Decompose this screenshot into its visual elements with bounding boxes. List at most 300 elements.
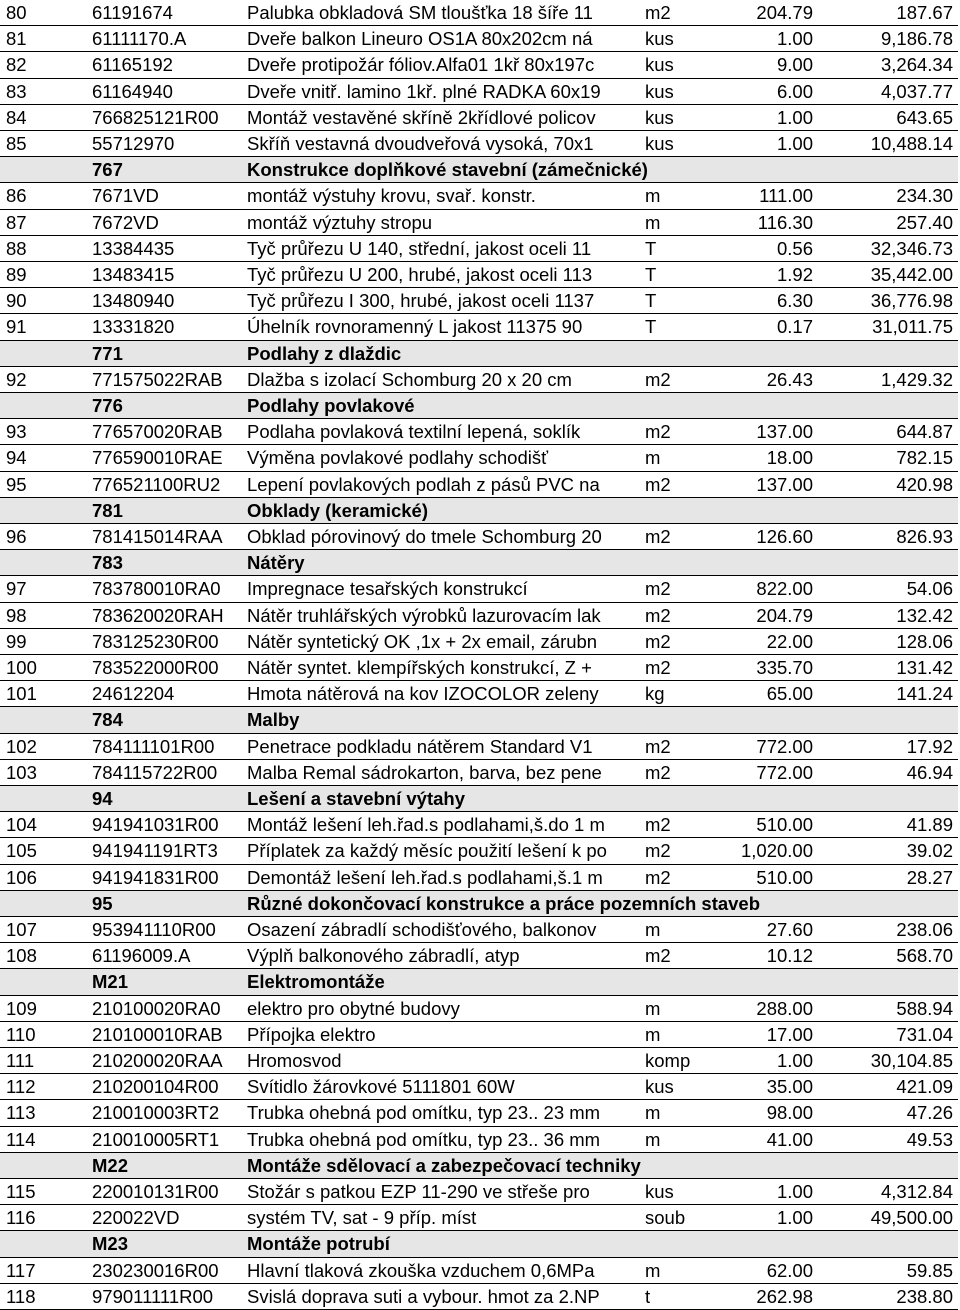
table-row bbox=[0, 1127, 958, 1153]
item-code-cell: 783125230R00 bbox=[92, 630, 219, 652]
section-title: Různé dokončovací konstrukce a práce pozemních staveb bbox=[247, 892, 761, 914]
quantity-cell: 17.00 bbox=[766, 1023, 813, 1045]
section-title: Lešení a stavební výtahy bbox=[247, 788, 465, 809]
item-code-cell: 230230016R00 bbox=[92, 1259, 219, 1281]
description-cell: Výplň balkonového zábradlí, atyp bbox=[247, 945, 520, 967]
quantity-cell: 9.00 bbox=[776, 54, 813, 76]
row-number-cell: 99 bbox=[6, 630, 27, 652]
quantity-cell: 1.92 bbox=[776, 264, 813, 285]
row-number-cell: 110 bbox=[6, 1023, 36, 1045]
table-row bbox=[0, 236, 958, 262]
unit-cell: m2 bbox=[645, 421, 671, 443]
section-title: Montáže potrubí bbox=[247, 1233, 390, 1255]
unit-price-cell: 49.53 bbox=[906, 1128, 953, 1150]
item-code-cell: 776590010RAE bbox=[92, 447, 223, 469]
unit-price-cell: 31,011.75 bbox=[872, 316, 953, 338]
unit-price-cell: 4,312.84 bbox=[880, 1181, 953, 1202]
quantity-cell: 62.00 bbox=[766, 1259, 813, 1281]
section-header-row bbox=[0, 969, 958, 995]
table-row bbox=[0, 1284, 958, 1310]
unit-price-cell: 128.06 bbox=[896, 630, 953, 652]
section-code: 771 bbox=[92, 342, 123, 364]
description-cell: Trubka ohebná pod omítku, typ 23.. 36 mm bbox=[247, 1128, 601, 1150]
unit-cell: T bbox=[645, 316, 657, 338]
unit-cell: T bbox=[645, 264, 657, 285]
section-code: 95 bbox=[92, 892, 113, 914]
section-code: 767 bbox=[92, 159, 123, 181]
description-cell: Obklad pórovinový do tmele Schomburg 20 bbox=[247, 526, 602, 547]
item-code-cell: 61164940 bbox=[92, 80, 173, 102]
item-code-cell: 941941031R00 bbox=[92, 814, 219, 836]
description-cell: Příplatek za každý měsíc použití lešení k po bbox=[247, 840, 607, 862]
description-cell: Dveře protipožár fóliov.Alfa01 1kř 80x197c bbox=[247, 54, 595, 76]
table-row bbox=[0, 760, 958, 786]
unit-price-cell: 49,500.00 bbox=[870, 1207, 953, 1229]
quantity-cell: 510.00 bbox=[756, 814, 813, 836]
row-number-cell: 108 bbox=[6, 945, 37, 967]
unit-cell: m2 bbox=[645, 814, 671, 836]
quantity-cell: 126.60 bbox=[756, 526, 813, 547]
description-cell: Stožár s patkou EZP 11-290 ve střeše pro bbox=[247, 1181, 590, 1202]
row-number-cell: 103 bbox=[6, 761, 37, 783]
description-cell: Osazení zábradlí schodišťového, balkonov bbox=[247, 919, 597, 940]
unit-cell: m bbox=[645, 1102, 661, 1124]
unit-cell: m2 bbox=[645, 630, 671, 652]
table-row bbox=[0, 210, 958, 236]
item-code-cell: 784115722R00 bbox=[92, 761, 218, 783]
quantity-cell: 1.00 bbox=[776, 28, 813, 50]
row-number-cell: 95 bbox=[6, 473, 27, 495]
unit-price-cell: 132.42 bbox=[896, 604, 953, 626]
unit-price-cell: 568.70 bbox=[896, 945, 953, 967]
unit-price-cell: 47.26 bbox=[906, 1102, 953, 1124]
row-number-cell: 89 bbox=[6, 264, 27, 285]
section-header-row bbox=[0, 1231, 958, 1257]
row-number-cell: 107 bbox=[6, 919, 37, 940]
unit-price-cell: 643.65 bbox=[896, 106, 953, 128]
table-row bbox=[0, 131, 958, 157]
unit-price-cell: 187.67 bbox=[896, 2, 953, 23]
quantity-cell: 510.00 bbox=[756, 866, 813, 888]
unit-cell: m2 bbox=[645, 657, 671, 678]
table-row bbox=[0, 812, 958, 838]
unit-price-cell: 238.80 bbox=[896, 1285, 953, 1307]
quantity-cell: 204.79 bbox=[756, 604, 813, 626]
description-cell: Trubka ohebná pod omítku, typ 23.. 23 mm bbox=[247, 1102, 601, 1124]
unit-price-cell: 39.02 bbox=[906, 840, 953, 862]
unit-price-cell: 234.30 bbox=[896, 185, 953, 207]
unit-cell: m2 bbox=[645, 761, 671, 783]
table-row bbox=[0, 996, 958, 1022]
quantity-cell: 111.00 bbox=[759, 185, 813, 207]
table-row bbox=[0, 1205, 958, 1231]
section-code: 784 bbox=[92, 709, 123, 731]
unit-cell: T bbox=[645, 290, 657, 312]
unit-price-cell: 782.15 bbox=[896, 447, 953, 469]
description-cell: Dveře vnitř. lamino 1kř. plné RADKA 60x19 bbox=[247, 80, 601, 102]
unit-cell: m2 bbox=[645, 2, 671, 23]
table-row bbox=[0, 681, 958, 707]
unit-cell: kus bbox=[645, 1076, 674, 1098]
table-row bbox=[0, 314, 958, 340]
table-row bbox=[0, 838, 958, 864]
item-code-cell: 766825121R00 bbox=[92, 106, 219, 128]
description-cell: Přípojka elektro bbox=[247, 1023, 376, 1045]
table-row bbox=[0, 183, 958, 209]
section-header-row bbox=[0, 393, 958, 419]
row-number-cell: 116 bbox=[6, 1207, 36, 1229]
unit-price-cell: 59.85 bbox=[906, 1259, 953, 1281]
item-code-cell: 13384435 bbox=[92, 237, 175, 259]
item-code-cell: 61196009.A bbox=[92, 945, 191, 967]
section-code: 776 bbox=[92, 395, 123, 416]
item-code-cell: 783522000R00 bbox=[92, 657, 219, 678]
table-row bbox=[0, 1048, 958, 1074]
item-code-cell: 784111101R00 bbox=[92, 735, 215, 757]
row-number-cell: 85 bbox=[6, 133, 27, 154]
table-row bbox=[0, 52, 958, 78]
unit-price-cell: 238.06 bbox=[896, 919, 953, 940]
description-cell: Dveře balkon Lineuro OS1A 80x202cm ná bbox=[247, 28, 593, 50]
table-row bbox=[0, 603, 958, 629]
section-title: Elektromontáže bbox=[247, 971, 385, 993]
quantity-cell: 772.00 bbox=[756, 761, 813, 783]
row-number-cell: 93 bbox=[6, 421, 27, 443]
quantity-cell: 0.56 bbox=[776, 237, 813, 259]
description-cell: Nátěr syntet. klempířských konstrukcí, Z + bbox=[247, 657, 592, 678]
table-row bbox=[0, 629, 958, 655]
table-row bbox=[0, 105, 958, 131]
unit-price-cell: 17.92 bbox=[906, 735, 953, 757]
row-number-cell: 100 bbox=[6, 657, 37, 678]
quantity-cell: 22.00 bbox=[766, 630, 813, 652]
unit-cell: T bbox=[645, 237, 657, 259]
unit-price-cell: 28.27 bbox=[906, 866, 953, 888]
description-cell: Montáž lešení leh.řad.s podlahami,š.do 1 m bbox=[247, 814, 605, 836]
table-row bbox=[0, 1022, 958, 1048]
unit-cell: m bbox=[645, 211, 661, 233]
unit-price-cell: 10,488.14 bbox=[870, 133, 953, 154]
unit-cell: kus bbox=[645, 80, 674, 102]
unit-price-cell: 1,429.32 bbox=[880, 368, 953, 390]
description-cell: Svislá doprava suti a vybour. hmot za 2.NP bbox=[247, 1285, 600, 1307]
item-code-cell: 13331820 bbox=[92, 316, 175, 338]
item-code-cell: 55712970 bbox=[92, 133, 175, 154]
quantity-cell: 116.30 bbox=[757, 211, 813, 233]
quantity-cell: 288.00 bbox=[756, 997, 813, 1019]
description-cell: Impregnace tesařských konstrukcí bbox=[247, 578, 528, 600]
row-number-cell: 115 bbox=[6, 1181, 36, 1202]
description-cell: Lepení povlakových podlah z pásů PVC na bbox=[247, 473, 600, 495]
unit-price-cell: 36,776.98 bbox=[870, 290, 953, 312]
quantity-cell: 822.00 bbox=[756, 578, 813, 600]
row-number-cell: 96 bbox=[6, 526, 27, 547]
description-cell: Hmota nátěrová na kov IZOCOLOR zeleny bbox=[247, 683, 599, 705]
item-code-cell: 61111170.A bbox=[92, 28, 187, 50]
section-header-row bbox=[0, 157, 958, 183]
row-number-cell: 102 bbox=[6, 735, 37, 757]
item-code-cell: 941941831R00 bbox=[92, 866, 219, 888]
section-title: Montáže sdělovací a zabezpečovací techniky bbox=[247, 1154, 641, 1176]
table-row bbox=[0, 917, 958, 943]
description-cell: Nátěr syntetický OK ,1x + 2x email, zárubn bbox=[247, 630, 598, 652]
description-cell: Demontáž lešení leh.řad.s podlahami,š.1 m bbox=[247, 866, 603, 888]
table-row bbox=[0, 79, 958, 105]
unit-cell: kus bbox=[645, 133, 674, 154]
quantity-cell: 335.70 bbox=[756, 657, 813, 678]
section-code: 94 bbox=[92, 788, 113, 809]
table-row bbox=[0, 367, 958, 393]
section-title: Malby bbox=[247, 709, 300, 731]
quantity-cell: 41.00 bbox=[766, 1128, 813, 1150]
item-code-cell: 776570020RAB bbox=[92, 421, 223, 443]
unit-price-cell: 30,104.85 bbox=[870, 1050, 953, 1071]
unit-cell: m bbox=[645, 1128, 661, 1150]
quantity-cell: 1.00 bbox=[776, 1181, 813, 1202]
unit-cell: kus bbox=[645, 1181, 674, 1202]
item-code-cell: 13480940 bbox=[92, 290, 175, 312]
quantity-cell: 0.17 bbox=[776, 316, 813, 338]
description-cell: Skříň vestavná dvoudveřová vysoká, 70x1 bbox=[247, 133, 594, 154]
item-code-cell: 220010131R00 bbox=[92, 1181, 219, 1202]
table-row bbox=[0, 655, 958, 681]
unit-price-cell: 131.42 bbox=[896, 657, 953, 678]
quantity-cell: 137.00 bbox=[756, 421, 813, 443]
row-number-cell: 104 bbox=[6, 814, 37, 836]
unit-cell: m bbox=[645, 185, 661, 207]
item-code-cell: 61191674 bbox=[92, 2, 173, 23]
unit-price-cell: 4,037.77 bbox=[880, 80, 953, 102]
unit-cell: m bbox=[645, 1023, 661, 1045]
unit-cell: m2 bbox=[645, 840, 671, 862]
description-cell: elektro pro obytné budovy bbox=[247, 997, 460, 1019]
table-row bbox=[0, 1179, 958, 1205]
section-title: Podlahy z dlaždic bbox=[247, 342, 402, 364]
description-cell: montáž výztuhy stropu bbox=[247, 211, 433, 233]
section-code: 783 bbox=[92, 552, 123, 574]
table-row bbox=[0, 472, 958, 498]
quantity-cell: 1.00 bbox=[776, 1050, 813, 1071]
description-cell: Hromosvod bbox=[247, 1050, 342, 1071]
description-cell: Podlaha povlaková textilní lepená, soklík bbox=[247, 421, 581, 443]
row-number-cell: 113 bbox=[6, 1102, 36, 1124]
unit-price-cell: 3,264.34 bbox=[880, 54, 953, 76]
row-number-cell: 80 bbox=[6, 2, 27, 23]
row-number-cell: 105 bbox=[6, 840, 37, 862]
item-code-cell: 7672VD bbox=[92, 211, 159, 233]
description-cell: Úhelník rovnoramenný L jakost 11375 90 bbox=[247, 316, 583, 338]
unit-cell: kus bbox=[645, 54, 674, 76]
description-cell: Dlažba s izolací Schomburg 20 x 20 cm bbox=[247, 368, 572, 390]
section-code: M23 bbox=[92, 1233, 128, 1255]
item-code-cell: 979011111R00 bbox=[92, 1285, 214, 1307]
item-code-cell: 220022VD bbox=[92, 1207, 180, 1229]
description-cell: Malba Remal sádrokarton, barva, bez pene bbox=[247, 761, 602, 783]
unit-cell: kg bbox=[645, 683, 665, 705]
row-number-cell: 84 bbox=[6, 106, 27, 128]
unit-cell: m2 bbox=[645, 526, 671, 547]
description-cell: Penetrace podkladu nátěrem Standard V1 bbox=[247, 735, 593, 757]
table-row bbox=[0, 865, 958, 891]
item-code-cell: 24612204 bbox=[92, 683, 175, 705]
table-row bbox=[0, 445, 958, 471]
table-row bbox=[0, 288, 958, 314]
row-number-cell: 98 bbox=[6, 604, 27, 626]
description-cell: systém TV, sat - 9 příp. míst bbox=[247, 1207, 477, 1229]
row-number-cell: 83 bbox=[6, 80, 27, 102]
row-number-cell: 111 bbox=[6, 1050, 35, 1071]
section-header-row bbox=[0, 498, 958, 524]
unit-cell: m2 bbox=[645, 368, 671, 390]
unit-price-cell: 644.87 bbox=[896, 421, 953, 443]
quantity-cell: 35.00 bbox=[766, 1076, 813, 1098]
section-code: 781 bbox=[92, 499, 123, 521]
section-header-row bbox=[0, 707, 958, 733]
table-row bbox=[0, 1258, 958, 1284]
quantity-cell: 204.79 bbox=[756, 2, 813, 23]
table-row bbox=[0, 0, 958, 26]
row-number-cell: 90 bbox=[6, 290, 27, 312]
section-title: Konstrukce doplňkové stavební (zámečnické) bbox=[247, 159, 648, 181]
table-row bbox=[0, 419, 958, 445]
unit-cell: kus bbox=[645, 106, 674, 128]
row-number-cell: 97 bbox=[6, 578, 27, 600]
unit-cell: m2 bbox=[645, 866, 671, 888]
unit-cell: m bbox=[645, 1259, 661, 1281]
row-number-cell: 112 bbox=[6, 1076, 36, 1098]
section-header-row bbox=[0, 891, 958, 917]
description-cell: Montáž vestavěné skříně 2křídlové policov bbox=[247, 106, 596, 128]
item-code-cell: 953941110R00 bbox=[92, 919, 216, 940]
row-number-cell: 94 bbox=[6, 447, 27, 469]
table-row bbox=[0, 576, 958, 602]
unit-price-cell: 420.98 bbox=[896, 473, 953, 495]
table-row bbox=[0, 1100, 958, 1126]
quantity-cell: 262.98 bbox=[756, 1285, 813, 1307]
quantity-cell: 65.00 bbox=[766, 683, 813, 705]
quantity-cell: 18.00 bbox=[766, 447, 813, 469]
item-code-cell: 783780010RA0 bbox=[92, 578, 221, 600]
quantity-cell: 1.00 bbox=[776, 1207, 813, 1229]
row-number-cell: 101 bbox=[6, 683, 37, 705]
quantity-cell: 26.43 bbox=[766, 368, 813, 390]
description-cell: Palubka obkladová SM tloušťka 18 šíře 11 bbox=[247, 2, 593, 23]
unit-cell: kus bbox=[645, 28, 674, 50]
section-header-row bbox=[0, 1153, 958, 1179]
unit-cell: m bbox=[645, 919, 661, 940]
description-cell: Výměna povlakové podlahy schodišť bbox=[247, 447, 549, 469]
row-number-cell: 91 bbox=[6, 316, 27, 338]
unit-cell: m2 bbox=[645, 735, 671, 757]
row-number-cell: 118 bbox=[6, 1285, 36, 1307]
row-number-cell: 114 bbox=[6, 1128, 36, 1150]
row-number-cell: 81 bbox=[6, 28, 27, 50]
unit-cell: m bbox=[645, 997, 661, 1019]
item-code-cell: 771575022RAB bbox=[92, 368, 223, 390]
section-header-row bbox=[0, 341, 958, 367]
table-row bbox=[0, 262, 958, 288]
item-code-cell: 776521100RU2 bbox=[92, 473, 221, 495]
table-row bbox=[0, 26, 958, 52]
row-number-cell: 82 bbox=[6, 54, 27, 76]
row-number-cell: 87 bbox=[6, 211, 27, 233]
table-row bbox=[0, 524, 958, 550]
quantity-cell: 1,020.00 bbox=[740, 840, 813, 862]
unit-price-cell: 141.24 bbox=[896, 683, 953, 705]
item-code-cell: 210200104R00 bbox=[92, 1076, 219, 1098]
section-code: M22 bbox=[92, 1154, 128, 1176]
unit-price-cell: 32,346.73 bbox=[870, 237, 953, 259]
description-cell: montáž výstuhy krovu, svař. konstr. bbox=[247, 185, 536, 207]
item-code-cell: 210010003RT2 bbox=[92, 1102, 220, 1124]
unit-price-cell: 588.94 bbox=[896, 997, 953, 1019]
unit-price-cell: 54.06 bbox=[906, 578, 953, 600]
quantity-cell: 137.00 bbox=[756, 473, 813, 495]
section-header-row bbox=[0, 786, 958, 812]
table-row bbox=[0, 943, 958, 969]
unit-cell: m2 bbox=[645, 604, 671, 626]
item-code-cell: 210100010RAB bbox=[92, 1023, 223, 1045]
unit-cell: m bbox=[645, 447, 661, 469]
section-code: M21 bbox=[92, 971, 128, 993]
unit-price-cell: 257.40 bbox=[896, 211, 953, 233]
unit-price-cell: 731.04 bbox=[896, 1023, 953, 1045]
description-cell: Nátěr truhlářských výrobků lazurovacím lak bbox=[247, 604, 601, 626]
quantity-cell: 1.00 bbox=[776, 106, 813, 128]
item-code-cell: 781415014RAA bbox=[92, 526, 223, 547]
unit-price-cell: 46.94 bbox=[906, 761, 953, 783]
unit-price-cell: 9,186.78 bbox=[880, 28, 953, 50]
description-cell: Tyč průřezu U 200, hrubé, jakost oceli 113 bbox=[247, 264, 593, 285]
section-title: Nátěry bbox=[247, 552, 305, 574]
item-code-cell: 7671VD bbox=[92, 185, 159, 207]
unit-cell: komp bbox=[645, 1050, 691, 1071]
item-code-cell: 61165192 bbox=[92, 54, 173, 76]
quantity-cell: 10.12 bbox=[766, 945, 813, 967]
table-row bbox=[0, 734, 958, 760]
section-header-row bbox=[0, 550, 958, 576]
table-row bbox=[0, 1074, 958, 1100]
unit-cell: t bbox=[645, 1285, 651, 1307]
unit-price-cell: 421.09 bbox=[896, 1076, 953, 1098]
unit-cell: soub bbox=[645, 1207, 686, 1229]
unit-cell: m2 bbox=[645, 473, 671, 495]
quantity-cell: 27.60 bbox=[766, 919, 813, 940]
unit-cell: m2 bbox=[645, 578, 671, 600]
row-number-cell: 109 bbox=[6, 997, 37, 1019]
description-cell: Hlavní tlaková zkouška vzduchem 0,6MPa bbox=[247, 1259, 595, 1281]
item-code-cell: 941941191RT3 bbox=[92, 840, 218, 862]
unit-price-cell: 41.89 bbox=[906, 814, 953, 836]
section-title: Podlahy povlakové bbox=[247, 395, 415, 416]
row-number-cell: 106 bbox=[6, 866, 37, 888]
item-code-cell: 210100020RA0 bbox=[92, 997, 221, 1019]
item-code-cell: 210200020RAA bbox=[92, 1050, 223, 1071]
section-title: Obklady (keramické) bbox=[247, 499, 428, 521]
quantity-cell: 6.00 bbox=[776, 80, 813, 102]
quantity-cell: 772.00 bbox=[756, 735, 813, 757]
row-number-cell: 86 bbox=[6, 185, 27, 207]
row-number-cell: 88 bbox=[6, 237, 27, 259]
unit-price-cell: 826.93 bbox=[896, 526, 953, 547]
description-cell: Tyč průřezu U 140, střední, jakost oceli 11 bbox=[247, 237, 592, 259]
quantity-cell: 98.00 bbox=[766, 1102, 813, 1124]
description-cell: Svítidlo žárovkové 5111801 60W bbox=[247, 1076, 515, 1098]
quantity-cell: 1.00 bbox=[776, 133, 813, 154]
item-code-cell: 13483415 bbox=[92, 264, 175, 285]
unit-price-cell: 35,442.00 bbox=[870, 264, 953, 285]
unit-cell: m2 bbox=[645, 945, 671, 967]
